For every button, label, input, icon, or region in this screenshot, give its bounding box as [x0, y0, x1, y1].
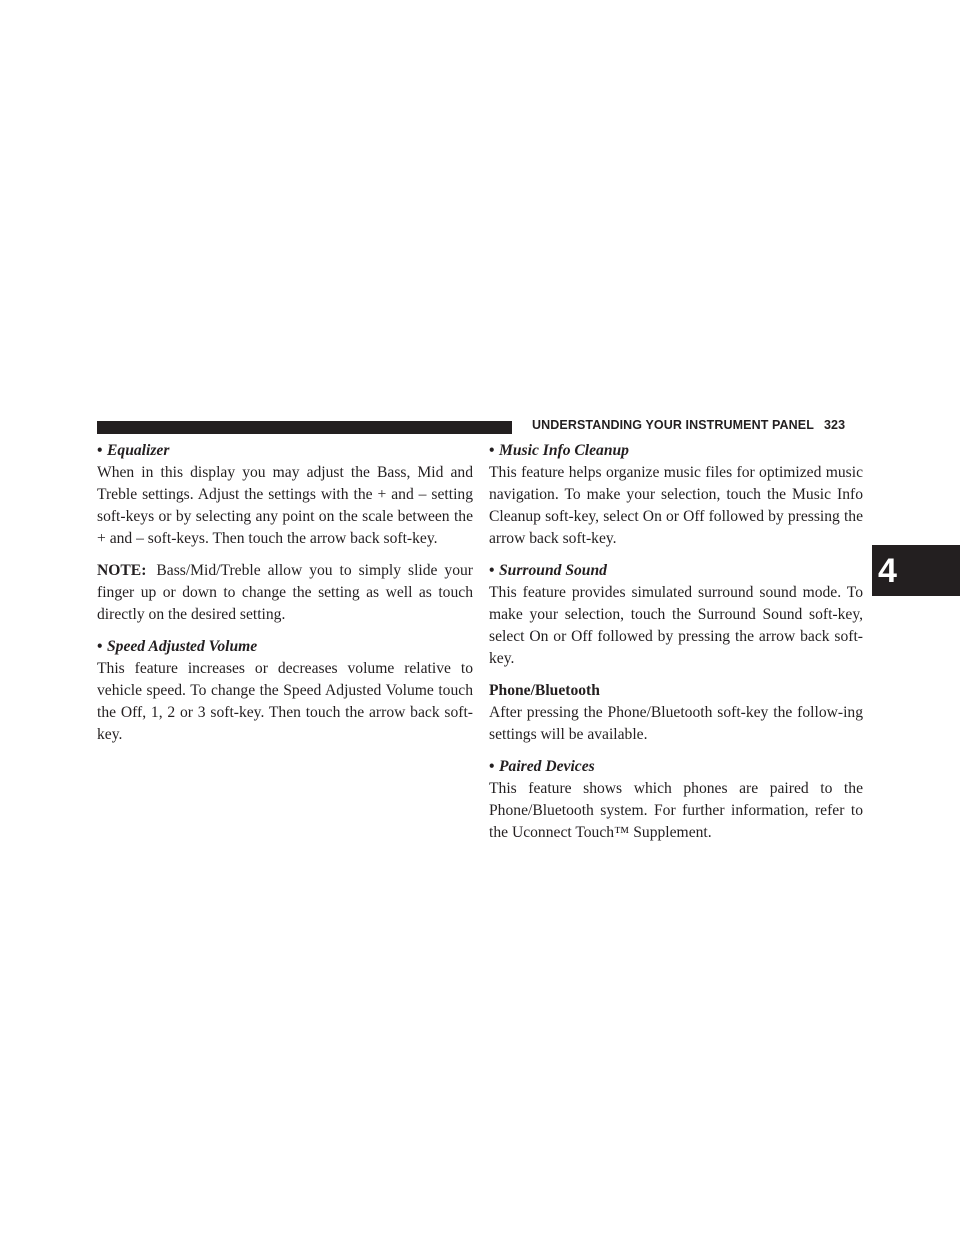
note-text: [97, 560, 473, 626]
phone-bluetooth-text: After pressing the Phone/Bluetooth soft-key the follow-ing settings will be available.: [489, 704, 863, 743]
equalizer-section: [97, 440, 473, 550]
paired-devices-heading: • Paired Devices: [489, 756, 863, 778]
phone-bluetooth-section: [489, 680, 863, 746]
paired-devices-text: This feature shows which phones are paired to the Phone/Bluetooth system. For further information, refer to the Uconnect Touch™ Supplement.: [489, 780, 863, 841]
page-number: 323: [823, 418, 846, 432]
bullet-icon: •: [97, 638, 103, 655]
bullet-icon: •: [489, 758, 495, 775]
equalizer-heading: • Equalizer: [97, 440, 473, 462]
bullet-icon: •: [489, 442, 495, 459]
header-rule-bar: [97, 421, 512, 434]
speed-adjusted-volume-heading: • Speed Adjusted Volume: [97, 636, 473, 658]
note-section: [97, 560, 473, 626]
speed-adjusted-volume-section: [97, 636, 473, 746]
running-header: [532, 418, 845, 432]
music-info-cleanup-heading: • Music Info Cleanup: [489, 440, 863, 462]
speed-adjusted-volume-text: This feature increases or decreases volume relative to vehicle speed. To change the Speed Adjusted Volume touch the Off, 1, 2 or 3 soft-key. Then touch the arrow back soft-key.: [97, 660, 473, 743]
chapter-tab: [872, 545, 960, 596]
left-column: [97, 440, 473, 756]
header-title: UNDERSTANDING YOUR INSTRUMENT PANEL: [532, 418, 814, 432]
chapter-number: 4: [878, 552, 897, 590]
note-body: Bass/Mid/Treble allow you to simply slide your finger up or down to change the setting as well as touch directly on the desired setting.: [97, 562, 473, 623]
bullet-icon: •: [489, 562, 495, 579]
equalizer-text: When in this display you may adjust the Bass, Mid and Treble settings. Adjust the settings with the + and – setting soft-keys or by selecting any point on the scale between the + and – soft-keys. Then touch the arrow back soft-key.: [97, 464, 473, 547]
music-info-cleanup-section: [489, 440, 863, 550]
bullet-icon: •: [97, 442, 103, 459]
note-label: NOTE:: [97, 562, 147, 579]
surround-sound-section: [489, 560, 863, 670]
surround-sound-text: This feature provides simulated surround sound mode. To make your selection, touch the Surround Sound soft-key, select On or Off followed by pressing the arrow back soft-key.: [489, 584, 863, 667]
surround-sound-heading: • Surround Sound: [489, 560, 863, 582]
music-info-cleanup-text: This feature helps organize music files for optimized music navigation. To make your selection, touch the Music Info Cleanup soft-key, select On or Off followed by pressing the arrow back soft-key.: [489, 464, 863, 547]
right-column: [489, 440, 863, 854]
paired-devices-section: [489, 756, 863, 844]
phone-bluetooth-heading: Phone/Bluetooth: [489, 682, 600, 699]
